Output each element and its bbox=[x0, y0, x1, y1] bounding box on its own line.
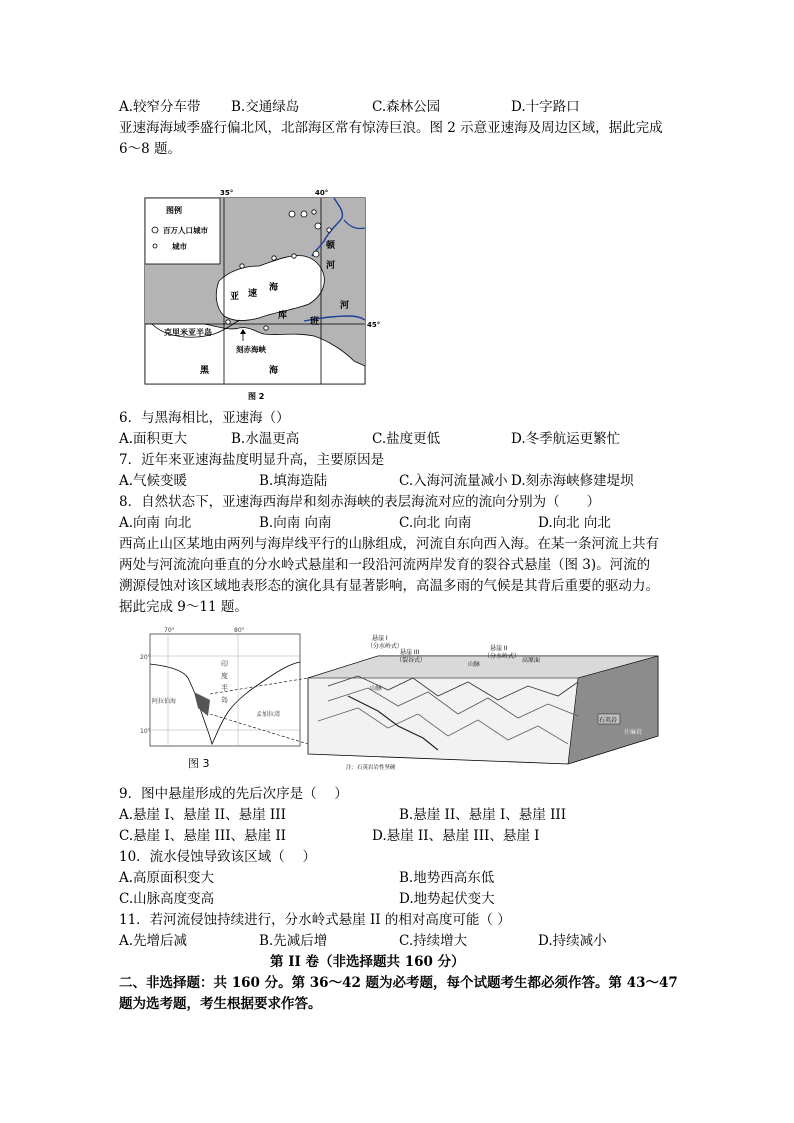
city-marker bbox=[240, 264, 244, 268]
mountain-label: 山脉 bbox=[370, 685, 383, 692]
lon-80-label: 80° bbox=[234, 627, 245, 634]
q7-option-a: A.气候变暖 bbox=[119, 473, 188, 489]
azov-label-3: 海 bbox=[269, 283, 279, 293]
figure-3 bbox=[138, 626, 664, 774]
intro-68-line1: 亚速海海域季盛行偏北风，北部海区常有惊涛巨浪。图 2 示意亚速海及周边区域，据此完成 bbox=[119, 120, 663, 136]
q9-option-c: C.悬崖 I、悬崖 III、悬崖 II bbox=[119, 828, 287, 844]
q5-option-b: B.交通绿岛 bbox=[231, 99, 300, 115]
black-sea-label-1: 黑 bbox=[200, 366, 210, 376]
q9-stem: 9．图中悬崖形成的先后次序是（ ） bbox=[119, 786, 348, 802]
lon-40-label: 40° bbox=[315, 189, 329, 197]
q8-stem: 8．自然状态下，亚速海西海岸和刻赤海峡的表层海流对应的流向分别为（ ） bbox=[119, 494, 601, 510]
city-marker bbox=[315, 223, 321, 229]
quartz-label: 石英岩 bbox=[599, 717, 618, 724]
q11-option-b: B.先减后增 bbox=[259, 933, 328, 949]
q11-option-d: D.持续减小 bbox=[538, 933, 607, 949]
kuban-label-2: 班 bbox=[310, 317, 320, 327]
q8-option-b: B.向南 向南 bbox=[259, 515, 332, 531]
india-cliff-diagram bbox=[138, 626, 664, 774]
q9-option-b: B.悬崖 II、悬崖 I、悬崖 III bbox=[399, 807, 567, 823]
lon-70-label: 70° bbox=[164, 627, 175, 634]
million-city-symbol bbox=[152, 227, 158, 233]
q6-option-d: D.冬季航运更繁忙 bbox=[511, 431, 621, 447]
lon-35-label: 35° bbox=[220, 189, 234, 197]
strait-label: 刻赤海峡 bbox=[236, 345, 266, 354]
legend-million-city: 百万人口城市 bbox=[163, 226, 208, 235]
city-marker bbox=[289, 211, 295, 217]
lat-45-label: 45° bbox=[367, 321, 381, 329]
city-marker bbox=[264, 326, 268, 330]
legend-city: 城市 bbox=[172, 242, 187, 251]
q5-option-a: A.较窄分车带 bbox=[119, 99, 201, 115]
cliff1-label: 悬崖 I bbox=[372, 635, 388, 642]
city-marker bbox=[292, 254, 296, 258]
bay-bengal-label: 孟加拉湾 bbox=[256, 711, 281, 718]
legend-title: 图例 bbox=[166, 206, 182, 215]
granite-label: 片麻岩 bbox=[624, 729, 643, 736]
figure-2 bbox=[144, 186, 381, 402]
q8-option-c: C.向北 向南 bbox=[399, 515, 472, 531]
q6-option-b: B.水温更高 bbox=[231, 431, 300, 447]
q5-option-c: C.森林公园 bbox=[372, 99, 441, 115]
kuban-label-3: 河 bbox=[340, 301, 350, 311]
q8-option-d: D.向北 向北 bbox=[538, 515, 611, 531]
plateau-label: 高原面 bbox=[522, 657, 541, 664]
mountain2-label: 山脉 bbox=[468, 661, 481, 668]
intro-68-line2: 6～8 题。 bbox=[119, 141, 181, 157]
q10-option-a: A.高原面积变大 bbox=[119, 870, 215, 886]
city-marker bbox=[327, 228, 331, 232]
cliff2-type: （分水岭式） bbox=[484, 653, 521, 660]
lat-10-label: 10° bbox=[140, 728, 151, 735]
q6-stem: 6．与黑海相比，亚速海（） bbox=[119, 410, 290, 426]
city-symbol bbox=[153, 244, 157, 248]
intro-911-line4: 据此完成 9～11 题。 bbox=[119, 599, 248, 615]
azov-sea-map bbox=[144, 186, 381, 402]
q10-option-d: D.地势起伏变大 bbox=[399, 891, 495, 907]
city-marker bbox=[312, 210, 316, 214]
q11-option-a: A.先增后减 bbox=[119, 933, 188, 949]
peninsula-label-1: 印 bbox=[221, 660, 228, 668]
lat-20-label: 20° bbox=[140, 654, 151, 661]
part2-desc-line2: 题为选考题，考生根据要求作答。 bbox=[119, 996, 322, 1012]
peninsula-label-4: 岛 bbox=[221, 696, 228, 704]
q9-option-d: D.悬崖 II、悬崖 III、悬崖 I bbox=[372, 828, 540, 844]
q10-option-b: B.地势西高东低 bbox=[399, 870, 495, 886]
part2-title: 第 II 卷（非选择题共 160 分） bbox=[270, 954, 465, 970]
azov-label-1: 亚 bbox=[230, 292, 240, 302]
cliff3-type: （裂谷式） bbox=[396, 657, 427, 664]
fig3-caption: 图 3 bbox=[188, 757, 210, 770]
arabian-sea-label: 阿拉伯海 bbox=[152, 698, 177, 705]
azov-label-2: 速 bbox=[248, 289, 258, 299]
q7-stem: 7．近年来亚速海盐度明显升高，主要原因是 bbox=[119, 452, 385, 468]
intro-911-line2: 两处与河流流向垂直的分水岭式悬崖和一段沿河流两岸发育的裂谷式悬崖（图 3)。河流的 bbox=[119, 557, 651, 573]
q7-option-d: D.刻赤海峡修建堤坝 bbox=[511, 473, 634, 489]
q5-option-d: D.十字路口 bbox=[511, 99, 580, 115]
don-label-2: 河 bbox=[326, 261, 336, 271]
q6-option-a: A.面积更大 bbox=[119, 431, 188, 447]
q10-option-c: C.山脉高度变高 bbox=[119, 891, 215, 907]
crimea-label: 克里米亚半岛 bbox=[164, 328, 212, 337]
fig2-caption: 图 2 bbox=[248, 392, 265, 401]
q11-stem: 11．若河流侵蚀持续进行，分水岭式悬崖 II 的相对高度可能（ ） bbox=[119, 912, 511, 928]
intro-911-line1: 西高止山区某地由两列与海岸线平行的山脉组成，河流自东向西入海。在某一条河流上共有 bbox=[119, 536, 659, 552]
q6-option-c: C.盐度更低 bbox=[372, 431, 441, 447]
peninsula-label-2: 度 bbox=[221, 672, 228, 680]
city-marker bbox=[226, 320, 230, 324]
black-sea-label-2: 海 bbox=[269, 366, 279, 376]
city-marker bbox=[313, 251, 319, 257]
don-label-1: 顿 bbox=[326, 241, 336, 251]
q10-stem: 10．流水侵蚀导致该区域（ ） bbox=[119, 849, 316, 865]
cliff3-label: 悬崖 III bbox=[400, 649, 420, 656]
intro-911-line3: 溯源侵蚀对该区域地表形态的演化具有显著影响，高温多雨的气候是其背后重要的驱动力。 bbox=[119, 578, 659, 594]
fig3-note: 注：石英岩岩性坚硬 bbox=[346, 765, 396, 771]
cliff2-label: 悬崖 II bbox=[490, 645, 508, 652]
peninsula-label-3: 半 bbox=[221, 684, 228, 692]
city-marker bbox=[301, 211, 307, 217]
q7-option-c: C.入海河流量减小 bbox=[399, 473, 508, 489]
q11-option-c: C.持续增大 bbox=[399, 933, 468, 949]
city-marker bbox=[272, 256, 276, 260]
q7-option-b: B.填海造陆 bbox=[259, 473, 328, 489]
cliff1-type: （分水岭式） bbox=[367, 643, 404, 650]
part2-desc-line1: 二、非选择题：共 160 分。第 36～42 题为必考题，每个试题考生都必须作答。第 43～47 bbox=[119, 975, 678, 991]
kuban-label-1: 库 bbox=[278, 311, 288, 321]
q8-option-a: A.向南 向北 bbox=[119, 515, 192, 531]
q9-option-a: A.悬崖 I、悬崖 II、悬崖 III bbox=[119, 807, 286, 823]
